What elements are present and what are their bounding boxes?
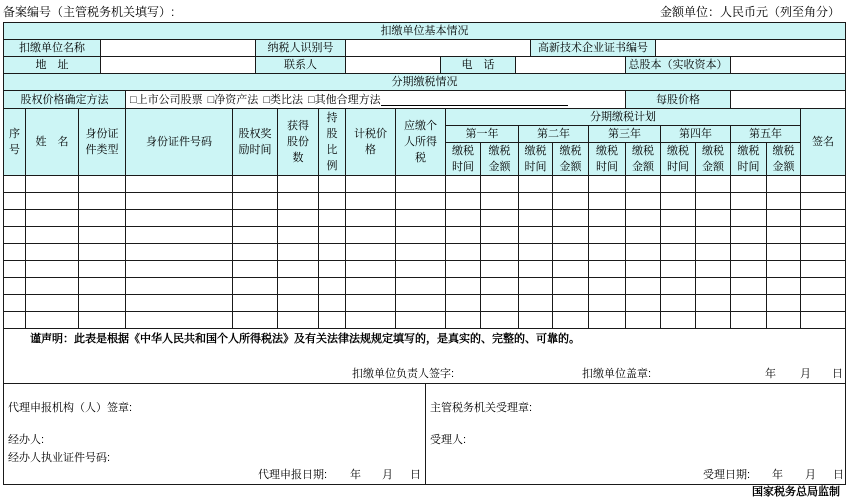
cell-year-3-pay-amount: [625, 277, 661, 295]
cell-year-2-pay-time: [518, 260, 553, 278]
year-3-pay-amount-header: [625, 142, 661, 176]
cell-year-3-pay-amount: [625, 175, 661, 193]
cell-taxable-price: [345, 243, 396, 261]
cell-signature: [800, 243, 846, 261]
cell-holding-ratio: [318, 277, 346, 295]
cell-seq: [3, 311, 26, 329]
option-comparable-method: □类比法: [263, 93, 303, 106]
table-row: [0, 209, 850, 227]
cell-holding-ratio: [318, 294, 346, 312]
table-row: [0, 277, 850, 295]
cell-id-number: [125, 243, 233, 261]
col-seq-label: 序号: [9, 128, 20, 156]
cell-year-1-pay-amount: [480, 311, 519, 329]
cell-year-2-pay-time: [518, 175, 553, 193]
cell-year-5-pay-time: [730, 294, 767, 312]
acceptance-date-day: 日: [833, 469, 844, 481]
table-row: [0, 294, 850, 312]
plan-year-2-label: 第二年: [518, 125, 589, 143]
cell-shares-obtained: [277, 311, 319, 329]
taxpayer-id-value: [345, 39, 531, 57]
cell-year-5-pay-amount: [766, 260, 801, 278]
cell-year-1-pay-time: [445, 260, 481, 278]
price-method-label: 股权价格确定方法: [3, 90, 126, 109]
cell-name: [25, 175, 79, 193]
cell-holding-ratio: [318, 226, 346, 244]
cell-year-3-pay-time: [588, 311, 626, 329]
cell-shares-obtained: [277, 277, 319, 295]
table-row: [0, 175, 850, 193]
cell-year-2-pay-amount: [552, 243, 589, 261]
cell-year-3-pay-time: [588, 209, 626, 227]
col-shares-obtained-label: 获得股份数: [287, 120, 309, 164]
col-taxable-price-label: 计税价格: [354, 128, 387, 156]
col-id-type-header: [78, 108, 126, 176]
cell-year-4-pay-amount: [695, 226, 731, 244]
cell-seq: [3, 294, 26, 312]
cell-shares-obtained: [277, 175, 319, 193]
cell-year-5-pay-amount: [766, 226, 801, 244]
col-seq-header: [3, 108, 26, 176]
cell-id-type: [78, 243, 126, 261]
withholder-name-value: [100, 39, 256, 57]
col-name-label: 姓 名: [35, 136, 69, 148]
year-2-pay-time-header: [518, 142, 553, 176]
cell-year-1-pay-time: [445, 226, 481, 244]
cell-year-4-pay-time: [660, 243, 696, 261]
year-3-pay-amount-label: 缴税金额: [632, 145, 654, 173]
cell-signature: [800, 209, 846, 227]
cell-year-5-pay-amount: [766, 311, 801, 329]
cell-tax-payable: [395, 311, 446, 329]
cell-name: [25, 311, 79, 329]
agent-handler-label: 经办人:: [8, 434, 45, 446]
cell-year-5-pay-amount: [766, 175, 801, 193]
agent-date-month: 月: [382, 469, 393, 481]
cell-id-number: [125, 209, 233, 227]
cell-taxable-price: [345, 175, 396, 193]
phone-value: [515, 56, 626, 74]
cell-year-5-pay-time: [730, 277, 767, 295]
declaration-block: [3, 328, 846, 384]
cell-year-2-pay-time: [518, 294, 553, 312]
col-taxable-price-header: [345, 108, 396, 176]
cell-shares-obtained: [277, 209, 319, 227]
cell-name: [25, 192, 79, 210]
cell-shares-obtained: [277, 226, 319, 244]
year-5-pay-time-label: 缴税时间: [737, 145, 760, 173]
cell-year-5-pay-time: [730, 260, 767, 278]
year-4-pay-time-label: 缴税时间: [667, 145, 689, 173]
cell-year-2-pay-amount: [552, 260, 589, 278]
cell-signature: [800, 175, 846, 193]
cell-seq: [3, 226, 26, 244]
cell-taxable-price: [345, 277, 396, 295]
cell-year-5-pay-time: [730, 175, 767, 193]
year-1-pay-time-label: 缴税时间: [452, 145, 474, 173]
cell-id-type: [78, 311, 126, 329]
address-value: [100, 56, 256, 74]
cell-id-number: [125, 260, 233, 278]
cell-year-2-pay-amount: [552, 226, 589, 244]
year-4-pay-amount-header: [695, 142, 731, 176]
option-net-asset-method: □净资产法: [207, 93, 259, 106]
cell-year-4-pay-time: [660, 260, 696, 278]
cell-year-1-pay-amount: [480, 260, 519, 278]
cell-year-4-pay-time: [660, 277, 696, 295]
cell-year-1-pay-time: [445, 192, 481, 210]
cell-award-time: [232, 260, 278, 278]
cell-shares-obtained: [277, 243, 319, 261]
cell-holding-ratio: [318, 175, 346, 193]
cell-id-number: [125, 192, 233, 210]
declaration-date-month: 月: [800, 368, 811, 380]
total-share-capital-label: 总股本（实收资本）: [625, 56, 731, 74]
cell-holding-ratio: [318, 260, 346, 278]
cell-year-5-pay-time: [730, 209, 767, 227]
phone-label: 电 话: [440, 56, 516, 74]
withholder-section-title: 扣缴单位基本情况: [3, 22, 846, 40]
cell-year-4-pay-amount: [695, 192, 731, 210]
cell-year-5-pay-time: [730, 243, 767, 261]
cell-award-time: [232, 175, 278, 193]
agent-seal-label: 代理申报机构（人）签章:: [8, 402, 133, 414]
data-rows: [0, 175, 850, 329]
agent-date-year: 年: [350, 469, 361, 481]
table-row: [0, 243, 850, 261]
cell-tax-payable: [395, 277, 446, 295]
option-other-reasonable-method: □其他合理方法: [307, 93, 381, 106]
other-method-blank-line: [381, 94, 568, 106]
cell-year-4-pay-amount: [695, 243, 731, 261]
agent-handler-license-label: 经办人执业证件号码:: [8, 452, 111, 464]
cell-year-5-pay-amount: [766, 294, 801, 312]
cell-award-time: [232, 209, 278, 227]
col-holding-ratio-header: [318, 108, 346, 176]
col-signature-header: [800, 108, 846, 176]
cell-seq: [3, 175, 26, 193]
cell-year-1-pay-time: [445, 294, 481, 312]
table-row: [0, 311, 850, 329]
cell-taxable-price: [345, 311, 396, 329]
table-row: [0, 226, 850, 244]
cell-year-3-pay-amount: [625, 226, 661, 244]
cell-year-4-pay-time: [660, 175, 696, 193]
cell-seq: [3, 243, 26, 261]
acceptance-date-year: 年: [772, 469, 783, 481]
cell-year-5-pay-time: [730, 311, 767, 329]
cell-tax-payable: [395, 294, 446, 312]
cell-id-type: [78, 260, 126, 278]
cell-id-number: [125, 175, 233, 193]
cell-holding-ratio: [318, 243, 346, 261]
cell-year-3-pay-amount: [625, 209, 661, 227]
cell-id-type: [78, 209, 126, 227]
cell-taxable-price: [345, 294, 396, 312]
cell-holding-ratio: [318, 192, 346, 210]
cell-taxable-price: [345, 209, 396, 227]
high-tech-certificate-label: 高新技术企业证书编号: [530, 39, 656, 57]
receiver-label: 受理人:: [430, 434, 467, 446]
cell-year-2-pay-time: [518, 209, 553, 227]
acceptance-seal-label: 主管税务机关受理章:: [430, 402, 533, 414]
cell-year-2-pay-time: [518, 192, 553, 210]
year-5-pay-amount-header: [766, 142, 801, 176]
year-5-pay-amount-label: 缴税金额: [772, 145, 795, 173]
plan-year-1-label: 第一年: [445, 125, 519, 143]
cell-year-2-pay-amount: [552, 192, 589, 210]
cell-year-3-pay-time: [588, 294, 626, 312]
col-tax-payable-label: 应缴个人所得税: [404, 120, 437, 164]
cell-award-time: [232, 294, 278, 312]
cell-year-4-pay-amount: [695, 209, 731, 227]
col-id-type-label: 身份证件类型: [85, 128, 119, 156]
cell-taxable-price: [345, 226, 396, 244]
plan-year-5-label: 第五年: [730, 125, 801, 143]
cell-year-1-pay-amount: [480, 175, 519, 193]
cell-year-1-pay-time: [445, 243, 481, 261]
cell-year-3-pay-time: [588, 192, 626, 210]
agent-date-day: 日: [410, 469, 421, 481]
plan-year-4-label: 第四年: [660, 125, 731, 143]
cell-signature: [800, 294, 846, 312]
cell-shares-obtained: [277, 294, 319, 312]
cell-year-1-pay-time: [445, 277, 481, 295]
cell-seq: [3, 192, 26, 210]
cell-award-time: [232, 192, 278, 210]
cell-year-3-pay-amount: [625, 311, 661, 329]
cell-year-4-pay-time: [660, 209, 696, 227]
cell-taxable-price: [345, 260, 396, 278]
cell-year-5-pay-time: [730, 226, 767, 244]
cell-year-2-pay-time: [518, 311, 553, 329]
price-per-share-value: [730, 90, 846, 109]
agent-filing-date-label: 代理申报日期:: [258, 469, 328, 481]
cell-id-type: [78, 192, 126, 210]
cell-year-3-pay-amount: [625, 260, 661, 278]
acceptance-date-month: 月: [805, 469, 816, 481]
col-id-number-label: 身份证件号码: [146, 136, 212, 148]
plan-year-3-label: 第三年: [588, 125, 661, 143]
cell-year-5-pay-time: [730, 192, 767, 210]
year-1-pay-time-header: [445, 142, 481, 176]
acceptance-date-label: 受理日期:: [703, 469, 751, 481]
col-award-time-header: [232, 108, 278, 176]
cell-year-3-pay-time: [588, 226, 626, 244]
cell-award-time: [232, 311, 278, 329]
year-2-pay-amount-header: [552, 142, 589, 176]
cell-tax-payable: [395, 209, 446, 227]
cell-name: [25, 226, 79, 244]
responsible-person-signature-label: 扣缴单位负责人签字:: [352, 368, 455, 380]
cell-tax-payable: [395, 192, 446, 210]
cell-year-1-pay-amount: [480, 243, 519, 261]
price-method-options: [125, 90, 626, 109]
cell-taxable-price: [345, 192, 396, 210]
withholder-seal-label: 扣缴单位盖章:: [582, 368, 652, 380]
year-3-pay-time-label: 缴税时间: [596, 145, 618, 173]
cell-year-4-pay-amount: [695, 175, 731, 193]
cell-year-2-pay-amount: [552, 175, 589, 193]
cell-year-5-pay-amount: [766, 209, 801, 227]
cell-year-3-pay-amount: [625, 294, 661, 312]
cell-holding-ratio: [318, 209, 346, 227]
cell-award-time: [232, 243, 278, 261]
cell-year-2-pay-time: [518, 226, 553, 244]
tax-authority-section: [425, 383, 846, 485]
contact-value: [345, 56, 441, 74]
cell-tax-payable: [395, 243, 446, 261]
cell-tax-payable: [395, 226, 446, 244]
cell-year-3-pay-time: [588, 277, 626, 295]
option-listed-stock: □上市公司股票: [130, 93, 203, 106]
cell-year-1-pay-amount: [480, 209, 519, 227]
cell-year-1-pay-time: [445, 311, 481, 329]
supervision-footer: 国家税务总局监制: [752, 486, 840, 498]
cell-id-number: [125, 311, 233, 329]
cell-name: [25, 243, 79, 261]
cell-id-number: [125, 226, 233, 244]
cell-year-4-pay-amount: [695, 294, 731, 312]
cell-year-2-pay-time: [518, 243, 553, 261]
cell-signature: [800, 311, 846, 329]
cell-year-1-pay-amount: [480, 192, 519, 210]
cell-id-number: [125, 294, 233, 312]
cell-year-4-pay-time: [660, 226, 696, 244]
cell-year-5-pay-amount: [766, 277, 801, 295]
cell-id-type: [78, 294, 126, 312]
cell-year-2-pay-amount: [552, 294, 589, 312]
year-2-pay-time-label: 缴税时间: [524, 145, 547, 173]
cell-year-3-pay-time: [588, 243, 626, 261]
col-signature-label: 签名: [812, 136, 834, 148]
contact-label: 联系人: [255, 56, 346, 74]
year-5-pay-time-header: [730, 142, 767, 176]
cell-name: [25, 277, 79, 295]
cell-shares-obtained: [277, 260, 319, 278]
cell-id-number: [125, 277, 233, 295]
total-share-capital-value: [730, 56, 846, 74]
col-holding-ratio-label: 持股比例: [326, 112, 338, 172]
cell-seq: [3, 209, 26, 227]
taxpayer-id-label: 纳税人识别号: [255, 39, 346, 57]
cell-award-time: [232, 226, 278, 244]
col-tax-payable-header: [395, 108, 446, 176]
year-1-pay-amount-label: 缴税金额: [488, 145, 511, 173]
cell-year-5-pay-amount: [766, 243, 801, 261]
cell-year-3-pay-time: [588, 175, 626, 193]
cell-year-5-pay-amount: [766, 192, 801, 210]
amount-unit-note: 金额单位：人民币元（列至角分）: [659, 5, 840, 19]
cell-year-3-pay-amount: [625, 192, 661, 210]
col-name-header: [25, 108, 79, 176]
year-1-pay-amount-header: [480, 142, 519, 176]
agent-section: [3, 383, 426, 485]
declaration-date-year: 年: [765, 368, 776, 380]
year-3-pay-time-header: [588, 142, 626, 176]
cell-year-4-pay-amount: [695, 311, 731, 329]
cell-year-1-pay-amount: [480, 277, 519, 295]
cell-year-2-pay-amount: [552, 311, 589, 329]
declaration-date-day: 日: [832, 368, 843, 380]
cell-signature: [800, 277, 846, 295]
cell-year-4-pay-time: [660, 294, 696, 312]
price-per-share-label: 每股价格: [625, 90, 731, 109]
col-award-time-label: 股权奖励时间: [238, 128, 272, 156]
cell-year-3-pay-time: [588, 260, 626, 278]
withholder-name-label: 扣缴单位名称: [3, 39, 101, 57]
cell-year-1-pay-time: [445, 209, 481, 227]
cell-name: [25, 260, 79, 278]
year-2-pay-amount-label: 缴税金额: [559, 145, 582, 173]
installment-section-title: 分期缴税情况: [3, 73, 846, 91]
cell-year-4-pay-amount: [695, 277, 731, 295]
year-4-pay-amount-label: 缴税金额: [702, 145, 724, 173]
declaration-statement: 谨声明：此表是根据《中华人民共和国个人所得税法》及有关法律法规规定填写的，是真实的、完整的、可靠的。: [30, 333, 580, 345]
cell-signature: [800, 226, 846, 244]
cell-award-time: [232, 277, 278, 295]
year-4-pay-time-header: [660, 142, 696, 176]
cell-signature: [800, 192, 846, 210]
cell-name: [25, 209, 79, 227]
address-label: 地 址: [3, 56, 101, 74]
cell-seq: [3, 260, 26, 278]
cell-tax-payable: [395, 175, 446, 193]
cell-year-4-pay-amount: [695, 260, 731, 278]
table-row: [0, 260, 850, 278]
record-number-label: 备案编号（主管税务机关填写）:: [3, 5, 175, 19]
cell-shares-obtained: [277, 192, 319, 210]
cell-id-type: [78, 226, 126, 244]
cell-year-4-pay-time: [660, 311, 696, 329]
cell-year-4-pay-time: [660, 192, 696, 210]
cell-holding-ratio: [318, 311, 346, 329]
cell-year-2-pay-time: [518, 277, 553, 295]
cell-seq: [3, 277, 26, 295]
cell-year-2-pay-amount: [552, 277, 589, 295]
cell-tax-payable: [395, 260, 446, 278]
cell-name: [25, 294, 79, 312]
cell-year-1-pay-time: [445, 175, 481, 193]
col-shares-obtained-header: [277, 108, 319, 176]
table-row: [0, 192, 850, 210]
high-tech-certificate-value: [655, 39, 846, 57]
cell-year-2-pay-amount: [552, 209, 589, 227]
cell-id-type: [78, 277, 126, 295]
cell-year-3-pay-amount: [625, 243, 661, 261]
installment-plan-title: 分期缴税计划: [445, 108, 801, 126]
cell-id-type: [78, 175, 126, 193]
cell-signature: [800, 260, 846, 278]
cell-year-1-pay-amount: [480, 226, 519, 244]
col-id-number-header: [125, 108, 233, 176]
cell-year-1-pay-amount: [480, 294, 519, 312]
